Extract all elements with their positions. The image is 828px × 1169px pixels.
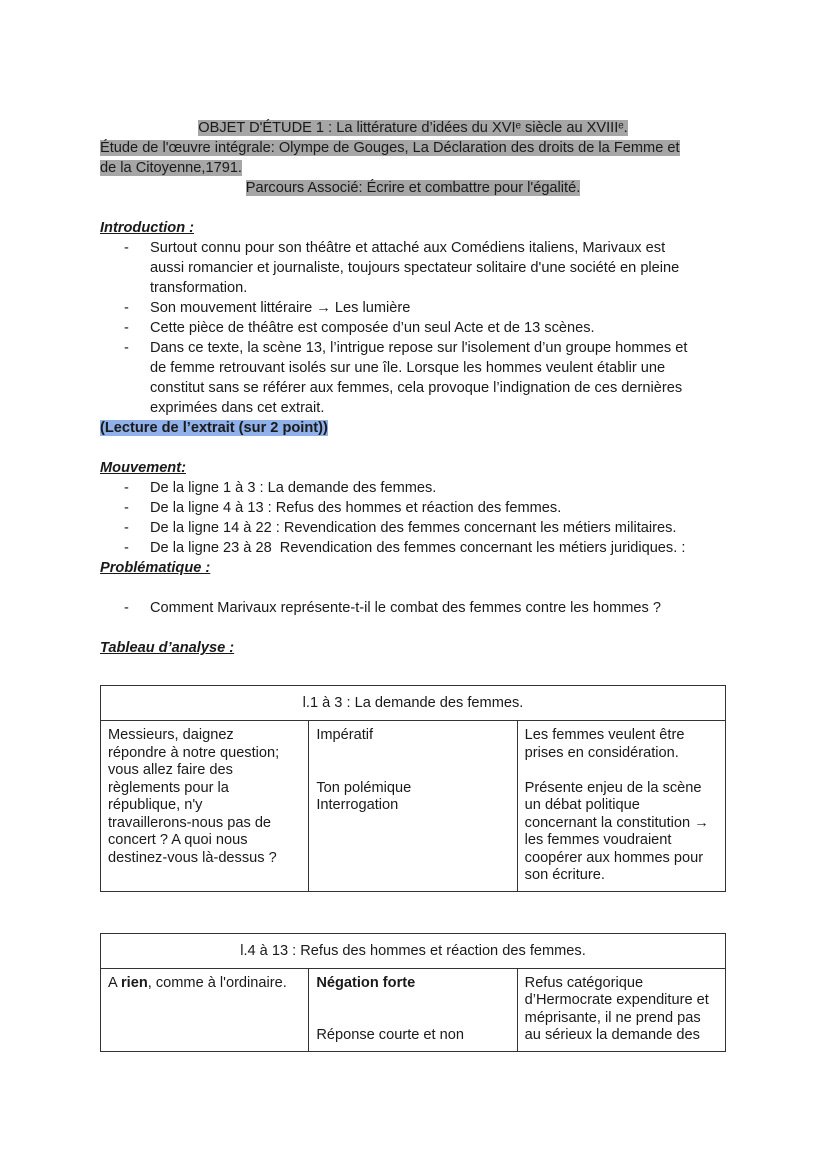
quote-line: concert ? A quoi nous <box>108 832 248 848</box>
list-item-text: de femme retrouvant isolés sur une île. Lorsque les hommes veulent établir une <box>150 360 666 376</box>
oeuvre-text-2: de la Citoyenne,1791. <box>100 160 242 176</box>
list-item-text: Dans ce texte, la scène 13, l’intrigue repose sur l'isolement d’un groupe hommes et <box>150 340 688 356</box>
problematique-heading-line <box>100 558 726 578</box>
dash-bullet-icon: - <box>124 240 129 256</box>
spacer <box>100 618 726 638</box>
quote-line: répondre à notre question; <box>108 744 280 761</box>
list-item-text: De la ligne 4 à 13 : Refus des hommes et réaction des femmes. <box>150 500 562 516</box>
oeuvre-text-1: Étude de l'œuvre intégrale: Olympe de Gouges, La Déclaration des droits de la Femme et <box>100 140 680 156</box>
spacer <box>525 762 718 780</box>
quote-line: travaillerons-nous pas de <box>108 814 272 831</box>
quote-text: A <box>108 974 121 991</box>
tableau-heading: Tableau d’analyse : <box>100 640 235 656</box>
spacer <box>100 892 726 933</box>
procede-text: Ton polémique <box>316 779 412 796</box>
interpretation-line: Les femmes veulent être <box>524 727 685 743</box>
interpretation-cell <box>517 721 725 892</box>
spacer <box>100 658 726 685</box>
procede-cell <box>309 968 517 1051</box>
list-item-text: Cette pièce de théâtre est composée d’un seul Acte et de 13 scènes. <box>150 320 595 336</box>
dash-bullet-icon: - <box>124 520 129 536</box>
mouvement-list <box>100 478 726 558</box>
tableau-heading-line <box>100 638 726 658</box>
table-row <box>101 968 726 1051</box>
quote-cell <box>101 721 309 892</box>
list-item-text: exprimées dans cet extrait. <box>150 400 325 416</box>
list-item <box>100 598 720 618</box>
interpretation-line: au sérieux la demande des <box>524 1027 700 1043</box>
spacer <box>100 198 726 218</box>
spacer <box>316 992 509 1027</box>
dash-bullet-icon: - <box>124 540 129 556</box>
list-item <box>100 478 720 498</box>
mouvement-heading: Mouvement: <box>100 460 186 476</box>
interpretation-line: les femmes voudraient <box>524 832 672 848</box>
introduction-list <box>100 238 726 418</box>
list-item-text: Surtout connu pour son théâtre et attaché aux Comédiens italiens, Marivaux est <box>150 240 666 256</box>
list-item <box>100 318 720 338</box>
procede-text: Réponse courte et non <box>316 1027 464 1043</box>
table-title: l.4 à 13 : Refus des hommes et réaction des femmes. <box>101 933 726 968</box>
objet-etude-title: OBJET D'ÉTUDE 1 : La littérature d’idées du XVIᵉ siècle au XVIIIᵉ. <box>198 120 628 136</box>
lecture-note-line <box>100 418 726 438</box>
dash-bullet-icon: - <box>124 300 129 316</box>
interpretation-line: son écriture. <box>524 867 605 883</box>
list-item-text: constitut sans se référer aux femmes, cela provoque l’indignation de ces dernières <box>150 380 683 396</box>
list-item-text: Comment Marivaux représente-t-il le combat des femmes contre les hommes ? <box>150 600 661 616</box>
table-title: l.1 à 3 : La demande des femmes. <box>101 686 726 721</box>
interpretation-line: coopérer aux hommes pour <box>524 849 704 866</box>
list-item-text: De la ligne 14 à 22 : Revendication des femmes concernant les métiers militaires. <box>150 520 677 536</box>
interpretation-line: concernant la constitution → <box>524 814 709 831</box>
dash-bullet-icon: - <box>124 480 129 496</box>
interpretation-line: Présente enjeu de la scène <box>524 779 702 796</box>
analysis-table-1 <box>100 685 726 892</box>
interpretation-cell <box>517 968 725 1051</box>
interpretation-line: prises en considération. <box>524 744 679 761</box>
procede-cell <box>309 721 517 892</box>
list-item <box>100 518 720 538</box>
analysis-table-2 <box>100 933 726 1052</box>
mouvement-heading-line <box>100 458 726 478</box>
procede-text: Interrogation <box>316 797 399 813</box>
list-item <box>100 498 720 518</box>
lecture-note: (Lecture de l’extrait (sur 2 point)) <box>100 420 328 436</box>
oeuvre-line-1 <box>100 138 726 158</box>
dash-bullet-icon: - <box>124 600 129 616</box>
interpretation-line: méprisante, il ne prend pas <box>524 1009 701 1026</box>
list-item-text: Son mouvement littéraire → Les lumière <box>150 300 411 316</box>
quote-line: république, n'y <box>108 797 203 813</box>
spacer <box>316 745 509 780</box>
quote-cell <box>101 968 309 1051</box>
objet-etude-line <box>100 118 726 138</box>
list-item <box>100 338 720 418</box>
table-row <box>101 721 726 892</box>
quote-line: Messieurs, daignez <box>108 727 234 743</box>
introduction-heading: Introduction : <box>100 220 195 236</box>
dash-bullet-icon: - <box>124 320 129 336</box>
quote-line: règlements pour la <box>108 779 229 796</box>
parcours-title: Parcours Associé: Écrire et combattre pour l'égalité. <box>245 180 581 196</box>
list-item <box>100 298 720 318</box>
quote-text: , comme à l'ordinaire. <box>147 974 287 991</box>
introduction-heading-line <box>100 218 726 238</box>
spacer <box>100 578 726 598</box>
list-item-text: transformation. <box>150 280 248 296</box>
problematique-heading: Problématique : <box>100 560 211 576</box>
interpretation-line: d’Hermocrate expenditure et <box>524 992 709 1008</box>
dash-bullet-icon: - <box>124 340 129 356</box>
quote-line: vous allez faire des <box>108 762 233 778</box>
dash-bullet-icon: - <box>124 500 129 516</box>
parcours-line <box>100 178 726 198</box>
problematique-list <box>100 598 726 618</box>
table-header-row <box>101 933 726 968</box>
document-page <box>100 118 726 1052</box>
interpretation-line: Refus catégorique <box>524 974 644 991</box>
oeuvre-line-2 <box>100 158 726 178</box>
quote-line: destinez-vous là-dessus ? <box>108 849 277 866</box>
procede-text: Impératif <box>316 727 374 743</box>
spacer <box>100 438 726 458</box>
procede-text-bold: Négation forte <box>316 974 416 991</box>
quote-emphasis: rien <box>120 974 148 991</box>
interpretation-line: un débat politique <box>524 797 640 813</box>
list-item-text: aussi romancier et journaliste, toujours spectateur solitaire d'une société en pleine <box>150 260 680 276</box>
list-item-text: De la ligne 23 à 28 Revendication des femmes concernant les métiers juridiques. : <box>150 540 686 556</box>
list-item <box>100 538 720 558</box>
list-item <box>100 238 720 298</box>
list-item-text: De la ligne 1 à 3 : La demande des femmes. <box>150 480 437 496</box>
table-header-row <box>101 686 726 721</box>
